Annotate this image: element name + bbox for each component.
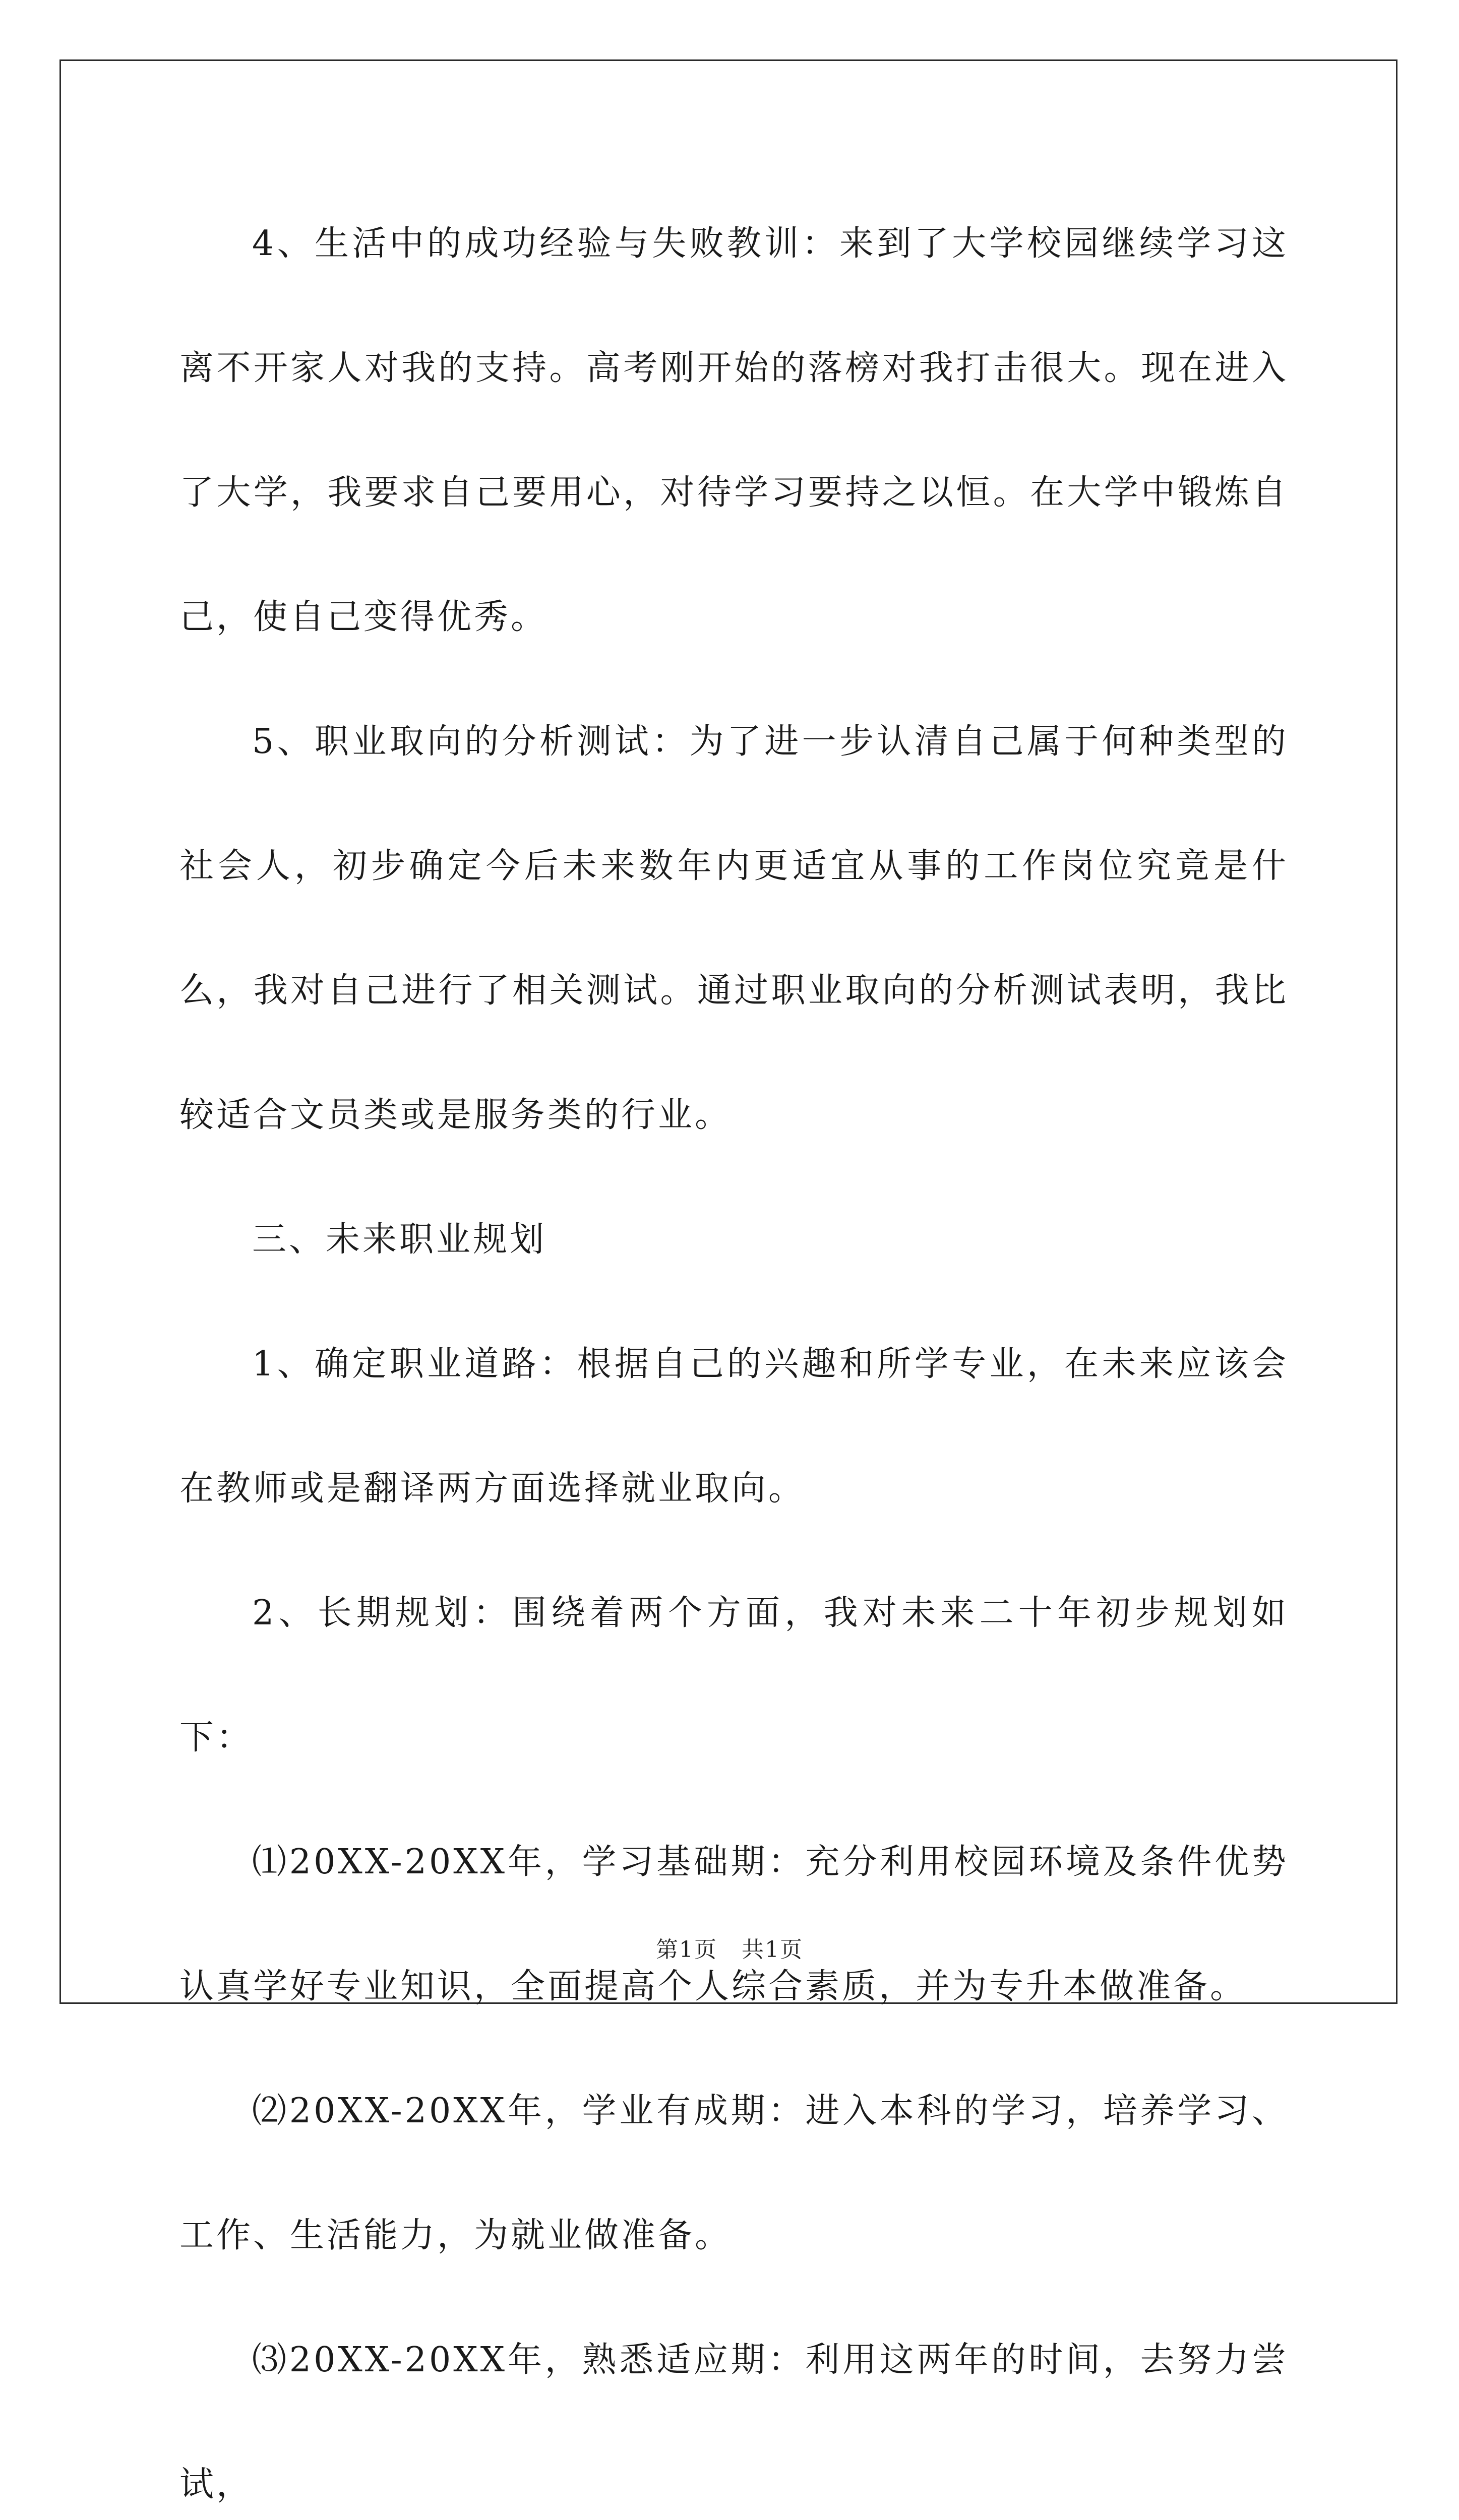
- paragraph-plan-stage-3: ⑶20XX-20XX年，熟悉适应期：利用这两年的时间，去努力尝试，: [179, 2340, 1289, 2504]
- paragraph-plan-stage-1: ⑴20XX-20XX年，学习基础期：充分利用校园环境及条件优势认真学好专业知识，全面提高个人综合素质，并为专升本做准备。: [179, 1842, 1289, 2006]
- page-total-label: 共1页: [742, 1937, 803, 1963]
- paragraph-career-path: 1、确定职业道路：根据自己的兴趣和所学专业，在未来应该会在教师或是翻译两方面选择就业取向。: [179, 1344, 1289, 1508]
- paragraph-long-term-plan: 2、长期规划：围绕着两个方面，我对未来二十年初步规划如下：: [179, 1593, 1289, 1757]
- paragraph-plan-stage-2: ⑵20XX-20XX年，学业有成期：进入本科的学习，培养学习、工作、生活能力，为就业做准备。: [179, 2091, 1289, 2255]
- section-heading-future-career-plan: 三、未来职业规划: [252, 1220, 547, 1259]
- paragraph-career-orientation-test: 5、职业取向的分析测试：为了进一步认清自己属于何种类型的社会人，初步确定今后未来数年内更适宜从事的工作岗位究竟是什么，我对自己进行了相关测试。通过职业取向的分析测试表明，我比较适合文员类或是服务类的行业。: [179, 722, 1289, 1135]
- page-footer: [0, 1931, 1459, 1964]
- page-number-label: 第1页: [656, 1937, 717, 1963]
- document-body: [179, 181, 1289, 2520]
- paragraph-life-experience: 4、生活中的成功经验与失败教训：来到了大学校园继续学习这离不开家人对我的支持。高考刚开始的落榜对我打击很大。现在进入了大学，我要求自己要用心，对待学习要持之以恒。在大学中锻炼自己，使自己变得优秀。: [179, 224, 1289, 637]
